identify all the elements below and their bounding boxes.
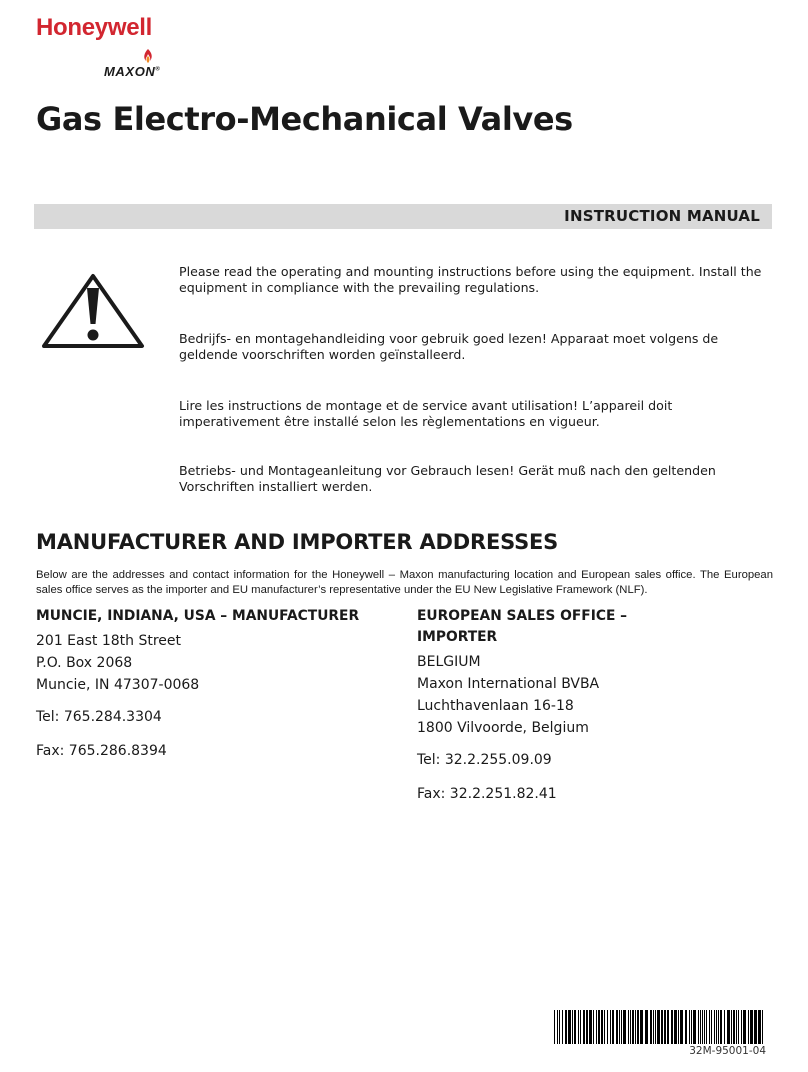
barcode-bar — [637, 1010, 639, 1044]
barcode-bar — [562, 1010, 563, 1044]
barcode-bar — [628, 1010, 629, 1044]
barcode-bar — [630, 1010, 631, 1044]
barcode-bar — [664, 1010, 666, 1044]
barcode-bar — [718, 1010, 719, 1044]
barcode-bar — [596, 1010, 597, 1044]
barcode-bar — [674, 1010, 677, 1044]
importer-address — [417, 606, 767, 805]
address-line: 1800 Vilvoorde, Belgium — [417, 720, 589, 736]
barcode-bar — [610, 1010, 611, 1044]
barcode-bar — [593, 1010, 594, 1044]
warning-text-dutch: Bedrijfs- en montagehandleiding voor gebruik goed lezen! Apparaat moet volgens de geldende voorschriften worden geïnstalleerd. — [179, 331, 719, 362]
barcode-bar — [678, 1010, 679, 1044]
importer-tel: Tel: 32.2.255.09.09 — [417, 752, 552, 768]
address-line: Muncie, IN 47307-0068 — [36, 677, 200, 693]
importer-fax: Fax: 32.2.251.82.41 — [417, 786, 557, 802]
barcode-bar — [554, 1010, 555, 1044]
barcode-bar — [607, 1010, 608, 1044]
barcode-bar — [621, 1010, 622, 1044]
barcode-bar — [565, 1010, 567, 1044]
address-line: 201 East 18th Street — [36, 633, 181, 649]
barcode-bar — [568, 1010, 571, 1044]
barcode-bar — [716, 1010, 717, 1044]
address-line: Maxon International BVBA — [417, 676, 600, 692]
barcode-bar — [572, 1010, 573, 1044]
barcode-bar — [704, 1010, 705, 1044]
barcode-bar — [589, 1010, 592, 1044]
barcode-bar — [743, 1010, 746, 1044]
address-line: Luchthavenlaan 16-18 — [417, 698, 574, 714]
barcode-bar — [559, 1010, 560, 1044]
barcode-bar — [758, 1010, 761, 1044]
barcode-bar — [574, 1010, 576, 1044]
barcode-bar — [733, 1010, 735, 1044]
barcode-bar — [738, 1010, 739, 1044]
barcode-bar — [685, 1010, 687, 1044]
maxon-logo — [104, 50, 194, 84]
barcode-bar — [619, 1010, 620, 1044]
barcode-bar — [557, 1010, 558, 1044]
barcode-bar — [754, 1010, 757, 1044]
warning-triangle-icon — [38, 272, 148, 352]
barcode-bar — [693, 1010, 696, 1044]
barcode-bar — [604, 1010, 605, 1044]
barcode-bar — [709, 1010, 710, 1044]
barcode-bar — [741, 1010, 742, 1044]
manufacturer-address — [36, 606, 386, 762]
barcode-bar — [640, 1010, 643, 1044]
barcode-bar — [711, 1010, 712, 1044]
barcode-bar — [657, 1010, 660, 1044]
barcode-bar — [586, 1010, 588, 1044]
barcode-bar — [578, 1010, 579, 1044]
barcode-bar — [580, 1010, 581, 1044]
barcode-bar — [698, 1010, 699, 1044]
barcode-bar — [680, 1010, 683, 1044]
barcode-bar — [702, 1010, 703, 1044]
barcode-bar — [583, 1010, 585, 1044]
barcode-bar — [645, 1010, 648, 1044]
warning-text-french: Lire les instructions de montage et de service avant utilisation! L’appareil doit imperativement être installé selon les règlementations en vigueur. — [179, 398, 673, 429]
addresses-heading: MANUFACTURER AND IMPORTER ADDRESSES — [36, 530, 559, 554]
instruction-manual-banner — [34, 204, 772, 229]
barcode-bar — [700, 1010, 701, 1044]
barcode — [554, 1010, 766, 1044]
barcode-bar — [731, 1010, 732, 1044]
banner-label: INSTRUCTION MANUAL — [564, 207, 760, 225]
manufacturer-tel: Tel: 765.284.3304 — [36, 709, 162, 725]
warning-text-english: Please read the operating and mounting instructions before using the equipment. Install the equipment in compliance with the prevailing regulations. — [179, 264, 762, 295]
barcode-bar — [727, 1010, 730, 1044]
importer-heading: EUROPEAN SALES OFFICE – IMPORTER — [417, 608, 628, 645]
manufacturer-heading: MUNCIE, INDIANA, USA – MANUFACTURER — [36, 608, 360, 624]
warning-text-german: Betriebs- und Montageanleitung vor Gebrauch lesen! Gerät muß nach den geltenden Vorschriften installiert werden. — [179, 463, 716, 494]
barcode-bar — [661, 1010, 663, 1044]
maxon-wordmark: MAXON® — [104, 64, 161, 79]
barcode-bar — [714, 1010, 715, 1044]
barcode-bar — [671, 1010, 673, 1044]
barcode-bar — [724, 1010, 725, 1044]
addresses-intro: Below are the addresses and contact information for the Honeywell – Maxon manufacturing location and European sales office. The European sales office serves as the importer and EU manufacturer’s representative under the EU New Legislative Framework (NLF). — [36, 569, 773, 596]
barcode-bar — [720, 1010, 722, 1044]
barcode-bar — [706, 1010, 707, 1044]
barcode-bar — [598, 1010, 600, 1044]
address-line: BELGIUM — [417, 654, 481, 670]
honeywell-logo: Honeywell — [36, 14, 152, 41]
barcode-bar — [748, 1010, 749, 1044]
manufacturer-fax: Fax: 765.286.8394 — [36, 743, 167, 759]
barcode-bar — [691, 1010, 692, 1044]
document-number: 32M-95001-04 — [689, 1045, 766, 1057]
barcode-bar — [623, 1010, 626, 1044]
barcode-bar — [616, 1010, 618, 1044]
barcode-bar — [667, 1010, 669, 1044]
barcode-bar — [762, 1010, 763, 1044]
barcode-bar — [655, 1010, 656, 1044]
barcode-bar — [650, 1010, 652, 1044]
barcode-bar — [750, 1010, 753, 1044]
barcode-bar — [653, 1010, 654, 1044]
barcode-bar — [612, 1010, 614, 1044]
barcode-bar — [601, 1010, 603, 1044]
address-line: P.O. Box 2068 — [36, 655, 133, 671]
barcode-bar — [689, 1010, 690, 1044]
barcode-bar — [632, 1010, 634, 1044]
barcode-bar — [736, 1010, 737, 1044]
page-title: Gas Electro-Mechanical Valves — [36, 100, 573, 138]
barcode-bar — [635, 1010, 636, 1044]
